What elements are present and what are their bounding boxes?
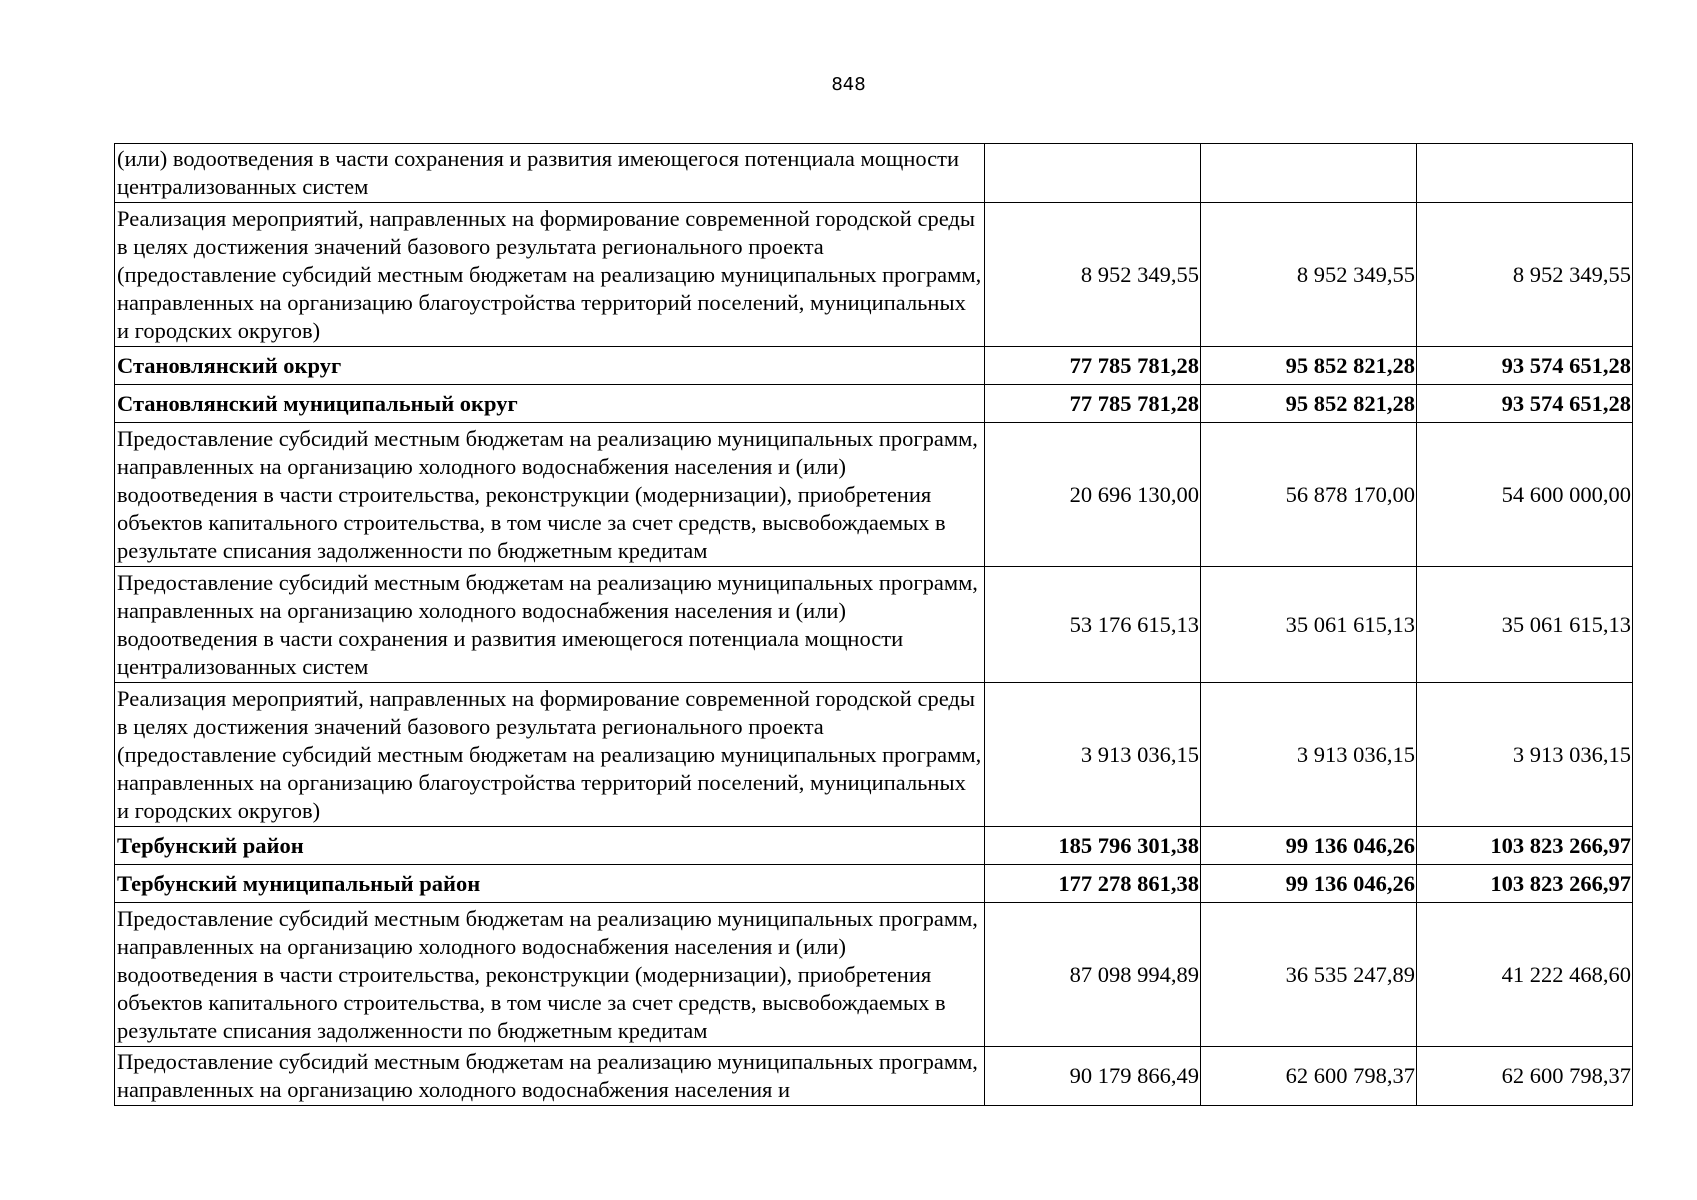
- row-description: Тербунский муниципальный район: [115, 865, 985, 903]
- table-row-subtotal: [115, 865, 1633, 903]
- value-col-1: [985, 144, 1201, 203]
- table-row: [115, 567, 1633, 683]
- value-col-1: 177 278 861,38: [985, 865, 1201, 903]
- row-description: Предоставление субсидий местным бюджетам на реализацию муниципальных программ, направленных на организацию холодного водоснабжения населения и (или) водоотведения в части сохранения и развития имеющегося потенциала мощности централизованных систем: [115, 567, 985, 683]
- value-col-1: 90 179 866,49: [985, 1047, 1201, 1106]
- table-row: [115, 423, 1633, 567]
- table-row-subtotal: [115, 347, 1633, 385]
- row-description: Предоставление субсидий местным бюджетам на реализацию муниципальных программ, направленных на организацию холодного водоснабжения населения и (или) водоотведения в части строительства, реконструкции (модернизации), приобретения объектов капитального строительства, в том числе за счет средств, высвобождаемых в результате списания задолженности по бюджетным кредитам: [115, 903, 985, 1047]
- value-col-2: 62 600 798,37: [1201, 1047, 1417, 1106]
- value-col-3: 3 913 036,15: [1417, 683, 1633, 827]
- table-row: [115, 683, 1633, 827]
- row-description: Предоставление субсидий местным бюджетам на реализацию муниципальных программ, направленных на организацию холодного водоснабжения населения и: [115, 1047, 985, 1106]
- row-description: Предоставление субсидий местным бюджетам на реализацию муниципальных программ, направленных на организацию холодного водоснабжения населения и (или) водоотведения в части строительства, реконструкции (модернизации), приобретения объектов капитального строительства, в том числе за счет средств, высвобождаемых в результате списания задолженности по бюджетным кредитам: [115, 423, 985, 567]
- value-col-3: 103 823 266,97: [1417, 865, 1633, 903]
- row-description: (или) водоотведения в части сохранения и развития имеющегося потенциала мощности централизованных систем: [115, 144, 985, 203]
- value-col-1: 8 952 349,55: [985, 203, 1201, 347]
- table-row: [115, 1047, 1633, 1106]
- row-description: Становлянский округ: [115, 347, 985, 385]
- value-col-2: 8 952 349,55: [1201, 203, 1417, 347]
- value-col-3: 103 823 266,97: [1417, 827, 1633, 865]
- table-row: [115, 903, 1633, 1047]
- row-description: Тербунский район: [115, 827, 985, 865]
- table-row-subtotal: [115, 385, 1633, 423]
- value-col-1: 185 796 301,38: [985, 827, 1201, 865]
- value-col-2: 95 852 821,28: [1201, 385, 1417, 423]
- value-col-2: 99 136 046,26: [1201, 827, 1417, 865]
- value-col-3: 35 061 615,13: [1417, 567, 1633, 683]
- value-col-3: 62 600 798,37: [1417, 1047, 1633, 1106]
- value-col-2: 3 913 036,15: [1201, 683, 1417, 827]
- value-col-2: [1201, 144, 1417, 203]
- row-description: Реализация мероприятий, направленных на формирование современной городской среды в целях достижения значений базового результата регионального проекта (предоставление субсидий местным бюджетам на реализацию муниципальных программ, направленных на организацию благоустройства территорий поселений, муниципальных и городских округов): [115, 203, 985, 347]
- value-col-3: 54 600 000,00: [1417, 423, 1633, 567]
- table-row-subtotal: [115, 827, 1633, 865]
- value-col-1: 20 696 130,00: [985, 423, 1201, 567]
- value-col-2: 36 535 247,89: [1201, 903, 1417, 1047]
- value-col-3: 8 952 349,55: [1417, 203, 1633, 347]
- value-col-2: 35 061 615,13: [1201, 567, 1417, 683]
- page-number: 848: [831, 74, 866, 95]
- value-col-3: 93 574 651,28: [1417, 385, 1633, 423]
- value-col-3: 93 574 651,28: [1417, 347, 1633, 385]
- value-col-1: 87 098 994,89: [985, 903, 1201, 1047]
- value-col-1: 77 785 781,28: [985, 385, 1201, 423]
- table-row: [115, 203, 1633, 347]
- value-col-1: 77 785 781,28: [985, 347, 1201, 385]
- value-col-3: [1417, 144, 1633, 203]
- row-description: Становлянский муниципальный округ: [115, 385, 985, 423]
- value-col-2: 99 136 046,26: [1201, 865, 1417, 903]
- table-row: [115, 144, 1633, 203]
- value-col-1: 3 913 036,15: [985, 683, 1201, 827]
- value-col-3: 41 222 468,60: [1417, 903, 1633, 1047]
- row-description: Реализация мероприятий, направленных на формирование современной городской среды в целях достижения значений базового результата регионального проекта (предоставление субсидий местным бюджетам на реализацию муниципальных программ, направленных на организацию благоустройства территорий поселений, муниципальных и городских округов): [115, 683, 985, 827]
- value-col-1: 53 176 615,13: [985, 567, 1201, 683]
- value-col-2: 56 878 170,00: [1201, 423, 1417, 567]
- budget-table: [114, 143, 1633, 1106]
- value-col-2: 95 852 821,28: [1201, 347, 1417, 385]
